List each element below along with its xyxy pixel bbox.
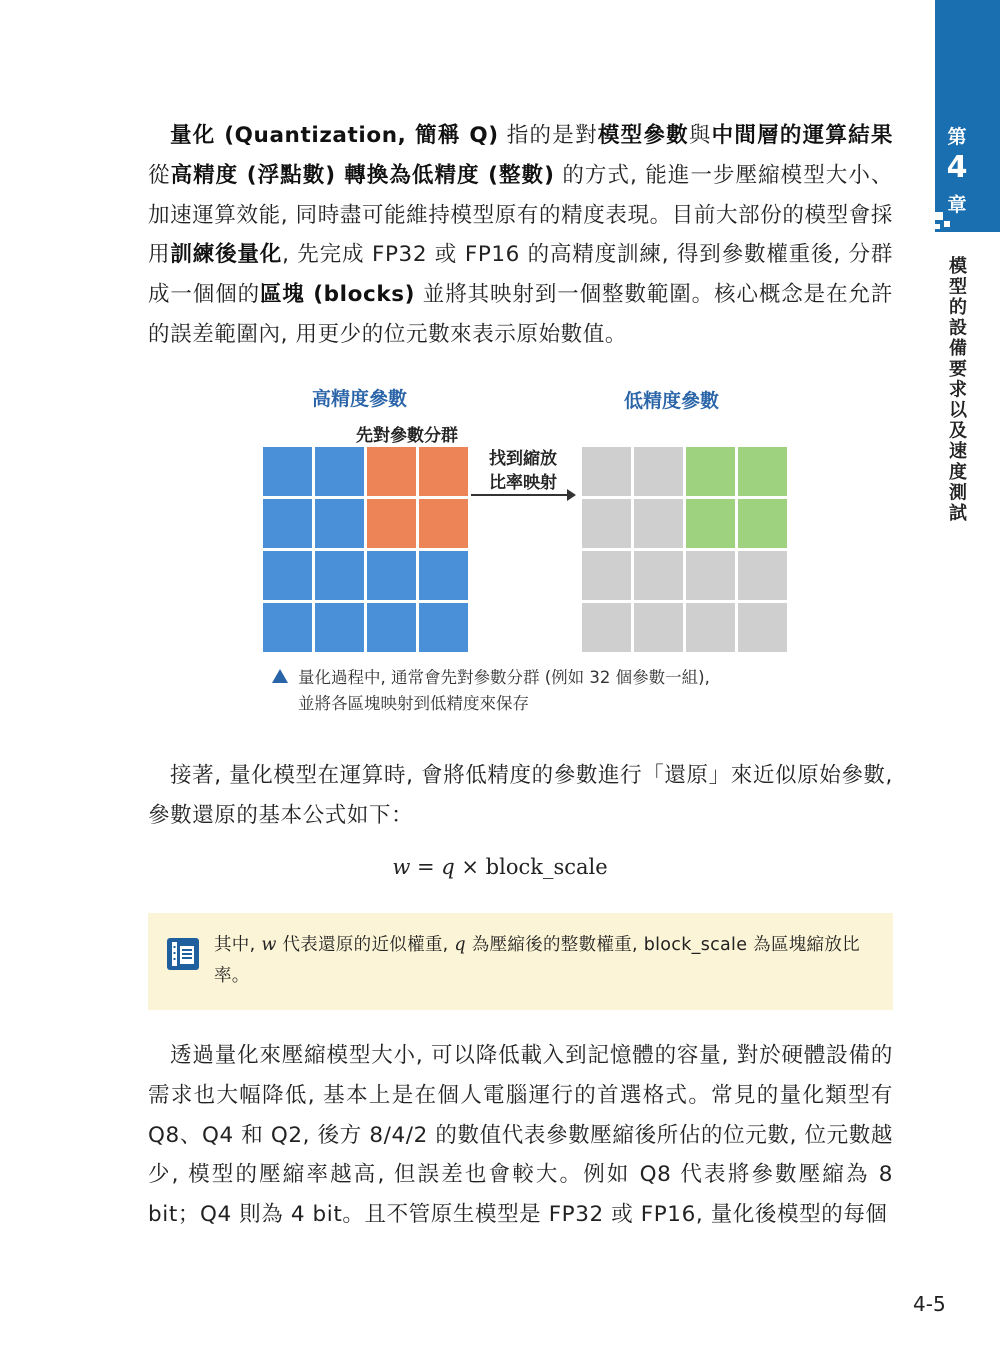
tab-square-decoration [944, 221, 950, 227]
paragraph-quantization-intro [148, 116, 893, 355]
low-precision-cell [582, 447, 631, 496]
high-precision-cell [263, 603, 312, 652]
note-w: w [261, 935, 277, 955]
tab-square-decoration [935, 224, 940, 229]
chapter-number: 4 [946, 150, 968, 185]
high-precision-cell [263, 447, 312, 496]
paragraph-quant-types: 透過量化來壓縮模型大小, 可以降低載入到記憶體的容量, 對於硬體設備的需求也大幅降低, 基本上是在個人電腦運行的首選格式。常見的量化類型有 Q8、Q4 和 Q2, 後方 8/4/2 的數值代表參數壓縮後所佔的位元數, 位元數越少, 模型的壓縮率越高, 但誤差也會較大。例如 Q8 代表將參數壓縮為 8 bit；Q4 則為 4 bit。且不管原生模型是 FP32 或 FP16, 量化後模型的每個 [148, 1043, 893, 1228]
note-text [214, 930, 879, 992]
formula-block-scale: block_scale [485, 855, 608, 879]
figure-group-label: 先對參數分群 [356, 426, 458, 446]
high-precision-cell [263, 551, 312, 600]
low-precision-cell [738, 447, 787, 496]
text-span: 代表還原的近似權重, [276, 935, 455, 955]
text-span: 的方式, 能進一步壓縮模型大小、加速運算效能, 同時盡可能維持模型原有的精度表現。目前大部份的模型會採用 [148, 162, 893, 268]
formula-times: × [454, 855, 486, 879]
low-precision-cell [738, 551, 787, 600]
term-precision-conversion: 高精度 (浮點數) 轉換為低精度 (整數) [170, 162, 555, 188]
text-span: 為壓縮後的整數權重, block_scale 為區塊縮放比率。 [214, 935, 860, 986]
low-precision-cell [634, 499, 683, 548]
low-precision-cell [634, 603, 683, 652]
text-span: 從 [148, 162, 171, 188]
high-precision-cell [263, 499, 312, 548]
low-precision-cell [634, 447, 683, 496]
high-precision-cell [315, 447, 364, 496]
figure-right-title: 低精度參數 [624, 390, 720, 412]
note-q: q [454, 935, 466, 955]
low-precision-grid [582, 447, 787, 652]
page-number: 4-5 [913, 1292, 946, 1316]
paragraph-restore: 接著, 量化模型在運算時, 會將低精度的參數進行「還原」來近似原始參數, 參數還原的基本公式如下： [148, 763, 893, 828]
high-precision-grid [263, 447, 468, 652]
figure-caption-line2: 並將各區塊映射到低精度來保存 [298, 694, 529, 713]
text-span: 並將其映射到一個整數範圍。核心概念是在允許的誤差範圍內, 用更少的位元數來表示原始數值。 [148, 282, 893, 347]
high-precision-cell [419, 447, 468, 496]
high-precision-cell [367, 603, 416, 652]
high-precision-cell [367, 499, 416, 548]
high-precision-cell [367, 447, 416, 496]
high-precision-cell [315, 603, 364, 652]
figure-caption-line1: 量化過程中, 通常會先對參數分群 (例如 32 個參數一組), [298, 668, 710, 687]
mapping-arrow [471, 494, 569, 496]
caption-triangle-icon [272, 669, 288, 683]
dequant-formula [0, 855, 1000, 879]
formula-q: q [441, 855, 455, 879]
arrow-label [478, 447, 568, 495]
figure-left-title: 高精度參數 [312, 388, 408, 410]
formula-eq: = [410, 855, 442, 879]
low-precision-cell [686, 447, 735, 496]
arrow-label-line1: 找到縮放 [489, 449, 557, 469]
low-precision-cell [738, 603, 787, 652]
chapter-suffix: 章 [947, 194, 967, 216]
term-blocks: 區塊 (blocks) [260, 282, 416, 308]
low-precision-cell [582, 603, 631, 652]
tab-square-decoration [935, 212, 943, 220]
text-span: 指的是對 [498, 123, 598, 148]
chapter-label: 第 [947, 126, 967, 148]
low-precision-cell [686, 603, 735, 652]
term-post-training-quant: 訓練後量化 [170, 242, 283, 268]
high-precision-cell [315, 499, 364, 548]
low-precision-cell [582, 499, 631, 548]
term-intermediate-results: 中間層的運算結果 [711, 123, 893, 148]
high-precision-cell [367, 551, 416, 600]
arrow-label-line2: 比率映射 [489, 473, 557, 493]
text-span: 其中, [214, 935, 262, 955]
formula-w: w [392, 855, 411, 879]
low-precision-cell [738, 499, 787, 548]
high-precision-cell [419, 499, 468, 548]
high-precision-cell [315, 551, 364, 600]
high-precision-cell [419, 551, 468, 600]
low-precision-cell [582, 551, 631, 600]
chapter-title-vertical: 模型的設備要求以及速度測試 [946, 256, 967, 524]
low-precision-cell [686, 499, 735, 548]
text-span: 與 [688, 123, 712, 148]
arrow-head-icon [567, 489, 576, 501]
low-precision-cell [686, 551, 735, 600]
term-quantization: 量化 (Quantization, 簡稱 Q) [170, 123, 499, 148]
high-precision-cell [419, 603, 468, 652]
low-precision-cell [634, 551, 683, 600]
text-span: , 先完成 FP32 或 FP16 的高精度訓練, 得到參數權重後, 分群成一個個的 [148, 242, 893, 308]
note-icon [166, 937, 200, 971]
term-model-params: 模型參數 [597, 123, 689, 148]
